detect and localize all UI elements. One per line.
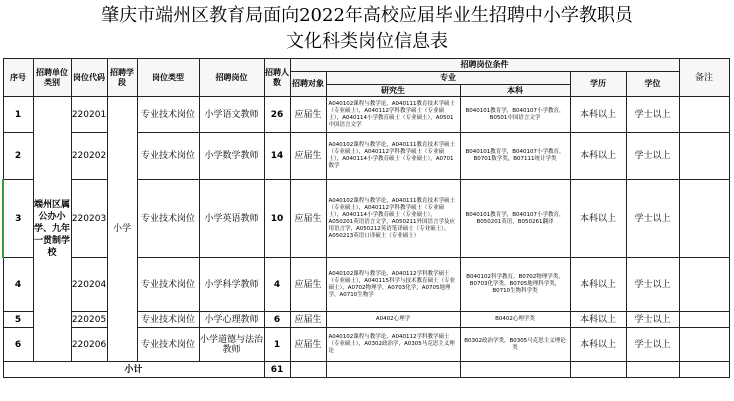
row-code: 220202 <box>71 133 107 180</box>
row-type: 专业技术岗位 <box>137 312 199 328</box>
row-count: 14 <box>264 133 290 180</box>
row-target: 应届生 <box>290 312 326 328</box>
row-seq: 3 <box>3 180 33 258</box>
row-seq: 4 <box>3 258 33 312</box>
page-title: 肇庆市端州区教育局面向2022年高校应届毕业生招聘中小学教职员 <box>101 5 633 26</box>
subtotal-row <box>3 362 729 378</box>
row-degree: 学士以上 <box>626 312 679 328</box>
header-unit: 招聘单位类别 <box>33 59 71 97</box>
header-target: 招聘对象 <box>290 72 326 97</box>
row-degree: 学士以上 <box>626 97 679 133</box>
row-count: 6 <box>264 312 290 328</box>
row-code: 220203 <box>71 180 107 258</box>
header-major: 专业 <box>326 72 570 85</box>
row-type: 专业技术岗位 <box>137 258 199 312</box>
row-seq: 5 <box>3 312 33 328</box>
row-undergrad-majors: B0302政治学类，B0305马克思主义理论类 <box>460 328 570 362</box>
subtotal-value: 61 <box>264 362 290 378</box>
row-remark <box>679 258 729 312</box>
row-type: 专业技术岗位 <box>137 328 199 362</box>
row-count: 10 <box>264 180 290 258</box>
row-edu: 本科以上 <box>570 312 626 328</box>
table-row <box>3 97 729 133</box>
row-target: 应届生 <box>290 328 326 362</box>
row-grad-majors: A040102课程与教学论，A040111教育技术学硕士（专业硕士），A040112学科教学硕士（专业硕士），A040114小学教育硕士（专业硕士），A050201英语语言文学，A050211外国语言学及应用语言学，A050212英语笔译硕士（专业硕士），A050213英语口译硕士（专业硕士） <box>326 180 460 258</box>
row-count: 26 <box>264 97 290 133</box>
header-seq: 序号 <box>3 59 33 97</box>
school-stage: 小学 <box>107 97 137 362</box>
row-grad-majors: A040102课程与教学论，A040111教育技术学硕士（专业硕士），A040112学科教学硕士（专业硕士），A040114小学教育硕士（专业硕士），A0501中国语言文学 <box>326 97 460 133</box>
row-post: 小学心理教师 <box>199 312 264 328</box>
row-edu: 本科以上 <box>570 328 626 362</box>
row-edu: 本科以上 <box>570 258 626 312</box>
row-type: 专业技术岗位 <box>137 97 199 133</box>
row-post: 小学道德与法治教师 <box>199 328 264 362</box>
row-undergrad-majors: B040102科学教育，B0702物理学类，B0703化学类，B0705地理科学类，B0710生物科学类 <box>460 258 570 312</box>
header-degree: 学位 <box>626 72 679 97</box>
header-type: 岗位类型 <box>137 59 199 97</box>
header-code: 岗位代码 <box>71 59 107 97</box>
row-remark <box>679 97 729 133</box>
row-edu: 本科以上 <box>570 180 626 258</box>
row-degree: 学士以上 <box>626 133 679 180</box>
header-school: 招聘学段 <box>107 59 137 97</box>
row-post: 小学数学教师 <box>199 133 264 180</box>
header-undergrad: 本科 <box>460 85 570 97</box>
header-count: 招聘人数 <box>264 59 290 97</box>
row-remark <box>679 180 729 258</box>
row-count: 4 <box>264 258 290 312</box>
row-undergrad-majors: B040101教育学，B040107小学教育，B050201英语，B050261翻译 <box>460 180 570 258</box>
row-undergrad-majors: B040101教育学，B040107小学教育，B0501中国语言文学 <box>460 97 570 133</box>
row-degree: 学士以上 <box>626 328 679 362</box>
row-target: 应届生 <box>290 97 326 133</box>
row-type: 专业技术岗位 <box>137 133 199 180</box>
row-remark <box>679 328 729 362</box>
row-remark <box>679 133 729 180</box>
row-edu: 本科以上 <box>570 97 626 133</box>
row-target: 应届生 <box>290 258 326 312</box>
row-count: 1 <box>264 328 290 362</box>
row-grad-majors: A040102课程与教学论，A040112学科教学硕士（专业硕士），A0302政治学，A0305马克思主义理论 <box>326 328 460 362</box>
header-post: 招聘岗位 <box>199 59 264 97</box>
row-seq: 6 <box>3 328 33 362</box>
row-edu: 本科以上 <box>570 133 626 180</box>
row-code: 220206 <box>71 328 107 362</box>
header-grad: 研究生 <box>326 85 460 97</box>
page-subtitle: 文化科类岗位信息表 <box>286 31 448 52</box>
header-edu: 学历 <box>570 72 626 97</box>
row-target: 应届生 <box>290 180 326 258</box>
header-remark: 备注 <box>679 59 729 97</box>
row-code: 220201 <box>71 97 107 133</box>
row-grad-majors: A0402心理学 <box>326 312 460 328</box>
row-remark <box>679 312 729 328</box>
row-undergrad-majors: B0402心理学类 <box>460 312 570 328</box>
header-conditions: 招聘岗位条件 <box>290 59 679 72</box>
row-post: 小学科学教师 <box>199 258 264 312</box>
row-seq: 1 <box>3 97 33 133</box>
row-seq: 2 <box>3 133 33 180</box>
positions-table <box>2 58 730 378</box>
row-undergrad-majors: B040101教育学，B040107小学教育，B0701数学类，B07111统计学类 <box>460 133 570 180</box>
row-post: 小学语文教师 <box>199 97 264 133</box>
row-code: 220204 <box>71 258 107 312</box>
row-degree: 学士以上 <box>626 180 679 258</box>
unit-name: 端州区属公办小学、九年一贯制学校 <box>33 97 71 362</box>
row-type: 专业技术岗位 <box>137 180 199 258</box>
row-degree: 学士以上 <box>626 258 679 312</box>
row-grad-majors: A040102课程与教学论，A040111教育技术学硕士（专业硕士），A040112学科教学硕士（专业硕士），A040114小学教育硕士（专业硕士），A0701数学 <box>326 133 460 180</box>
row-target: 应届生 <box>290 133 326 180</box>
subtotal-label: 小计 <box>3 362 264 378</box>
row-code: 220205 <box>71 312 107 328</box>
row-grad-majors: A040102课程与教学论，A040112学科教学硕士（专业硕士），A040115科学与技术教育硕士（专业硕士），A0702物理学，A0703化学，A0705地理学，A0710生物学 <box>326 258 460 312</box>
row-post: 小学英语教师 <box>199 180 264 258</box>
